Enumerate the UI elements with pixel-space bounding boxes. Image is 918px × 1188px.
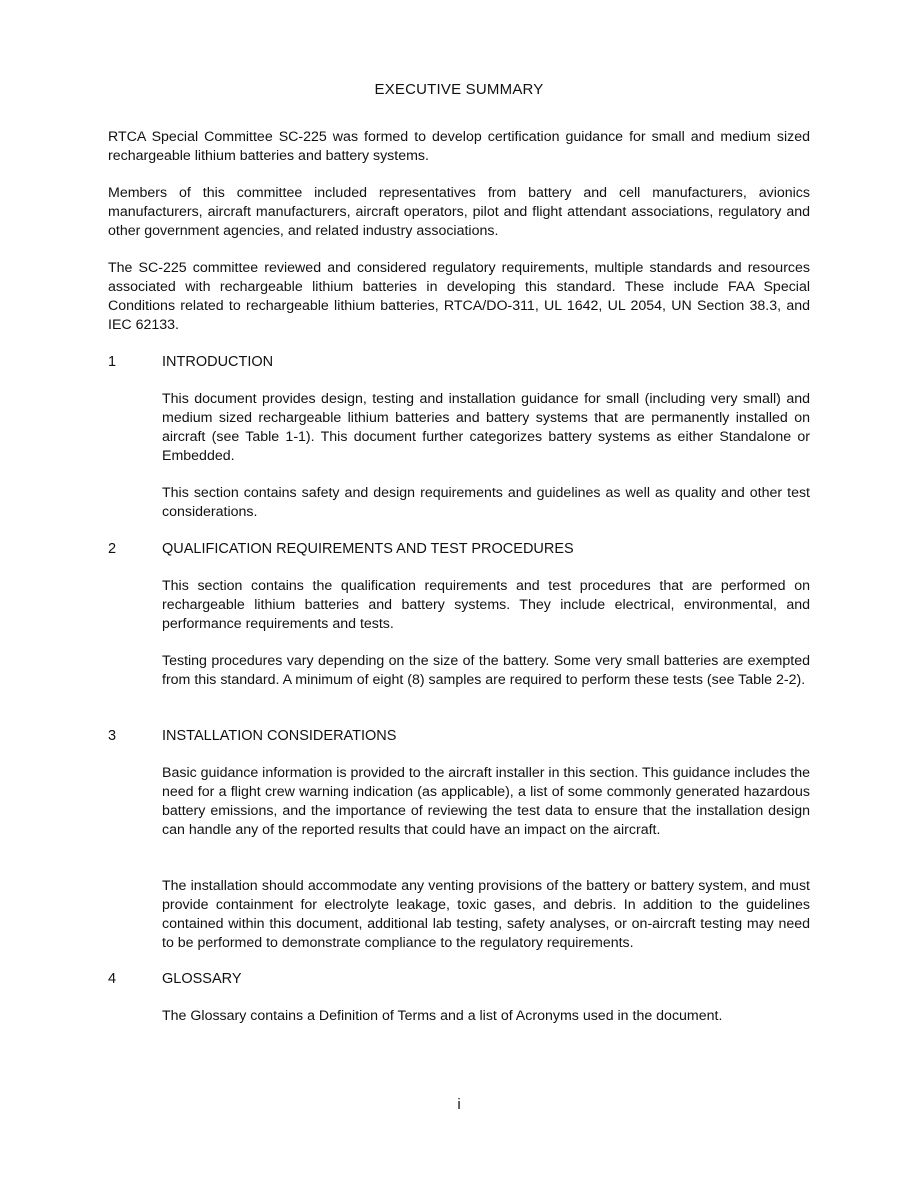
section-number: 1 xyxy=(108,354,117,370)
intro-paragraph-3: The SC-225 committee reviewed and considered regulatory requirements, multiple standards and resources associated with rechargeable lithium batteries in developing this standard. These include FAA Special Conditions related to rechargeable lithium batteries, RTCA/DO-311, UL 1642, UL 2054, UN Section 38.3, and IEC 62133. xyxy=(108,260,810,333)
section-3-paragraph-1: Basic guidance information is provided to the aircraft installer in this section. This guidance includes the need for a flight crew warning indication (as applicable), a list of some commonly generated hazardous battery emissions, and the importance of reviewing the test data to ensure that the installation design can handle any of the reported results that could have an impact on the aircraft. xyxy=(162,765,810,838)
section-number: 3 xyxy=(108,728,117,744)
section-3-paragraph-2: The installation should accommodate any venting provisions of the battery or battery system, and must provide containment for electrolyte leakage, toxic gases, and debris. In addition to the guidelines contained within this document, additional lab testing, safety analyses, or on-aircraft testing may need to be performed to demonstrate compliance to the regulatory requirements. xyxy=(162,878,810,951)
section-heading-qualification xyxy=(108,540,574,559)
intro-paragraph-2: Members of this committee included representatives from battery and cell manufacturers, avionics manufacturers, aircraft manufacturers, aircraft operators, pilot and flight attendant associations, regulatory and other government agencies, and related industry associations. xyxy=(108,185,810,239)
section-title: INSTALLATION CONSIDERATIONS xyxy=(162,728,397,744)
section-1-paragraph-1: This document provides design, testing and installation guidance for small (including very small) and medium sized rechargeable lithium batteries and battery systems that are permanently installed on aircraft (see Table 1-1). This document further categorizes battery systems as either Standalone or Embedded. xyxy=(162,391,810,464)
page-title: EXECUTIVE SUMMARY xyxy=(374,81,544,98)
section-title: INTRODUCTION xyxy=(162,354,274,370)
section-title: QUALIFICATION REQUIREMENTS AND TEST PROCEDURES xyxy=(162,541,574,557)
section-heading-glossary xyxy=(108,970,242,989)
section-1-paragraph-2: This section contains safety and design requirements and guidelines as well as quality and other test considerations. xyxy=(162,485,810,520)
section-heading-introduction xyxy=(108,353,273,372)
section-number: 4 xyxy=(108,971,117,987)
intro-paragraph-1: RTCA Special Committee SC-225 was formed to develop certification guidance for small and medium sized rechargeable lithium batteries and battery systems. xyxy=(108,129,810,164)
section-number: 2 xyxy=(108,541,117,557)
section-title: GLOSSARY xyxy=(162,971,242,987)
section-4-paragraph-1: The Glossary contains a Definition of Terms and a list of Acronyms used in the document. xyxy=(162,1008,723,1024)
section-heading-installation xyxy=(108,727,396,746)
page-number: i xyxy=(457,1096,461,1113)
section-2-paragraph-2: Testing procedures vary depending on the size of the battery. Some very small batteries are exempted from this standard. A minimum of eight (8) samples are required to perform these tests (see Table 2-2). xyxy=(162,653,810,688)
section-2-paragraph-1: This section contains the qualification requirements and test procedures that are performed on rechargeable lithium batteries and battery systems. They include electrical, environmental, and performance requirements and tests. xyxy=(162,578,810,632)
